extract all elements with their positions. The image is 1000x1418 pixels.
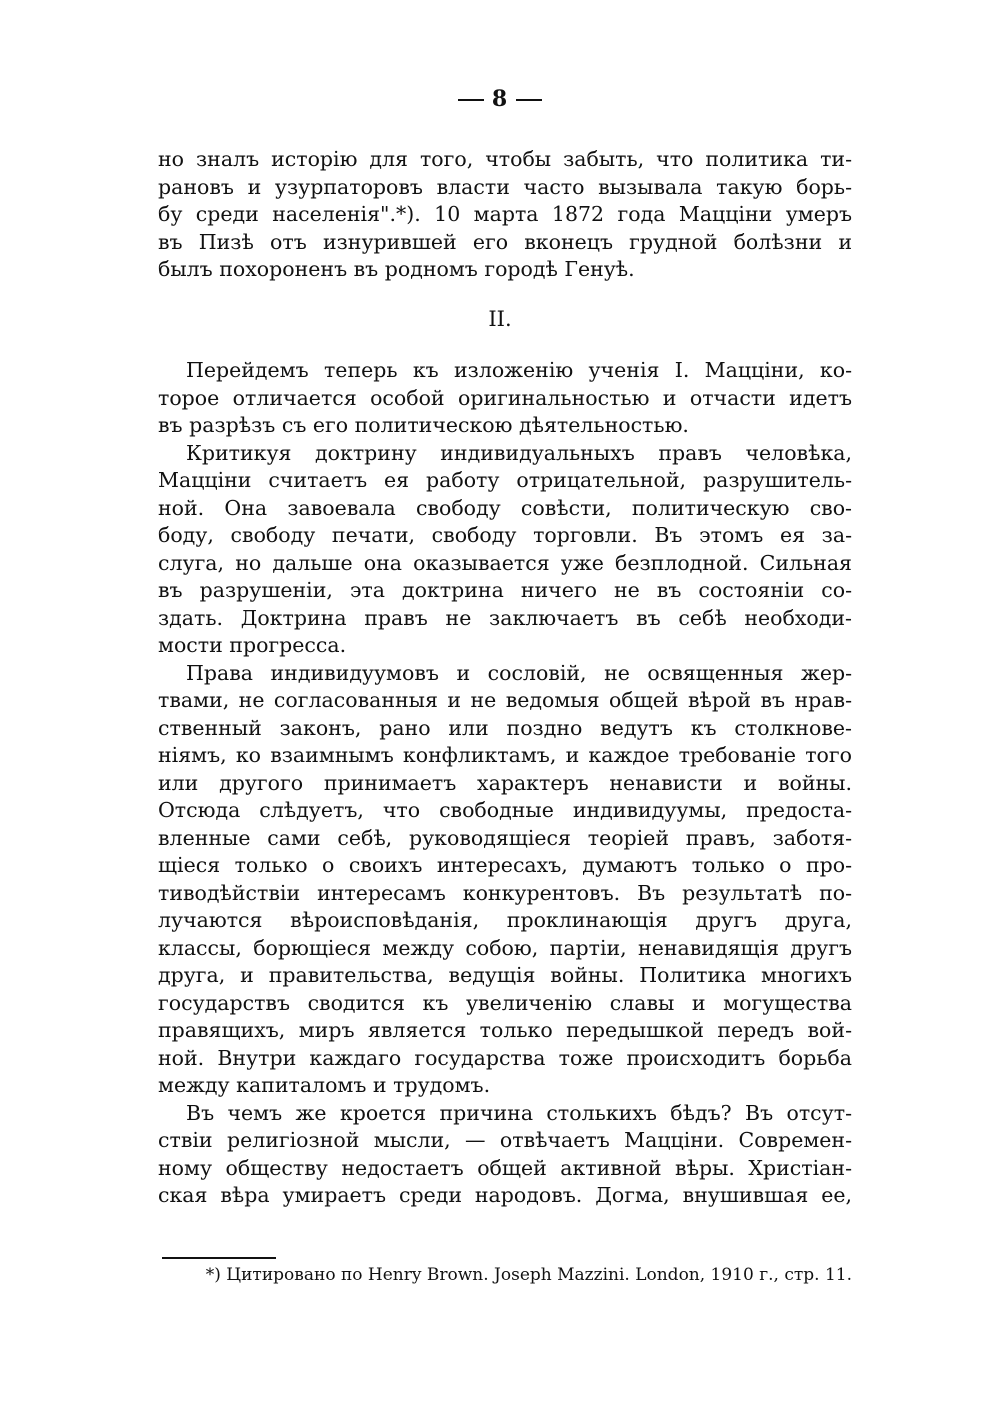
text-line: въ разрѣзъ съ его политическою дѣятельностью. [158,413,689,437]
text-line: Въ чемъ же кроется причина столькихъ бѣдъ? Въ отсут- [186,1100,852,1125]
text-line: твами, не согласованныя и не ведомыя общей вѣрой въ нрав- [158,688,852,712]
text-line: ной. Внутри каждаго государства тоже происходитъ борьба [158,1045,852,1070]
text-line: государствъ сводится къ увеличенію славы и могущества [158,990,852,1015]
text-line: Критикуя доктрину индивидуальныхъ правъ человѣка, [186,440,852,465]
section-heading: II. [488,307,512,331]
text-line: здать. Доктрина правъ не заключаетъ въ себѣ необходи- [158,605,852,630]
text-line: друга, и правительства, ведущія войны. Политика многихъ [158,963,852,987]
text-line: но зналъ исторію для того, чтобы забыть, что политика ти- [158,147,852,171]
main-body [158,357,852,1210]
text-line: тиводѣйствіи интересамъ конкурентовъ. Въ результатѣ по- [158,880,852,905]
paragraph-continued [158,146,852,284]
text-line: въ Пизѣ отъ изнурившей его вконецъ грудной болѣзни и [158,229,852,254]
text-line: вленные сами себѣ, руководящіеся теоріей правъ, заботя- [158,825,852,850]
text-line: боду, свободу печати, свободу торговли. Въ этомъ ея за- [158,523,852,547]
text-line: Мацціни считаетъ ея работу отрицательной, разрушитель- [158,468,852,492]
text-line: былъ похороненъ въ родномъ городѣ Генуѣ. [158,257,635,281]
text-line: классы, борющіеся между собою, партіи, ненавидящія другъ [158,935,852,960]
text-line: лучаются вѣроисповѣданія, проклинающія другъ друга, [158,908,852,932]
text-line: Отсюда слѣдуетъ, что свободные индивидуумы, предоста- [158,798,852,822]
text-line: ская вѣра умираетъ среди народовъ. Догма, внушившая ее, [158,1183,852,1207]
text-line: ствіи религіозной мысли, — отвѣчаетъ Мацціни. Современ- [158,1128,852,1152]
page-number [0,86,1000,112]
page-number-dash-right [516,99,542,101]
text-line: между капиталомъ и трудомъ. [158,1073,491,1097]
text-line: щіеся только о своихъ интересахъ, думаютъ только о про- [158,853,852,877]
page-number-value: 8 [491,86,509,112]
text-line: Права индивидуумовъ и сословій, не освященныя жер- [186,660,852,685]
text-line: Перейдемъ теперь къ изложенію ученія І. Мацціни, ко- [186,358,852,382]
text-line: ніямъ, ко взаимнымъ конфликтамъ, и каждое требованіе того [158,743,852,767]
text-line: бу среди населенія".*). 10 марта 1872 года Мацціни умеръ [158,202,852,226]
text-line: мости прогресса. [158,633,347,657]
footnote-divider [162,1257,276,1259]
text-line: или другого принимаетъ характеръ ненависти и войны. [158,770,852,795]
text-line: въ разрушеніи, эта доктрина ничего не въ состояніи со- [158,578,852,602]
text-line: ственный законъ, рано или поздно ведутъ къ столкнове- [158,715,852,740]
text-line: ной. Она завоевала свободу совѣсти, политическую сво- [158,495,852,520]
page-number-dash-left [458,99,484,101]
footnote: *) Цитировано по Henry Brown. Joseph Mazzini. London, 1910 г., стр. 11. [205,1265,852,1285]
text-line: рановъ и узурпаторовъ власти часто вызывала такую борь- [158,174,852,199]
text-line: торое отличается особой оригинальностью и отчасти идетъ [158,385,852,410]
text-line: слуга, но дальше она оказывается уже безплодной. Сильная [158,550,852,575]
text-line: правящихъ, миръ является только передышкой передъ вой- [158,1018,852,1042]
text-line: ному обществу недостаетъ общей активной вѣры. Христіан- [158,1155,852,1180]
